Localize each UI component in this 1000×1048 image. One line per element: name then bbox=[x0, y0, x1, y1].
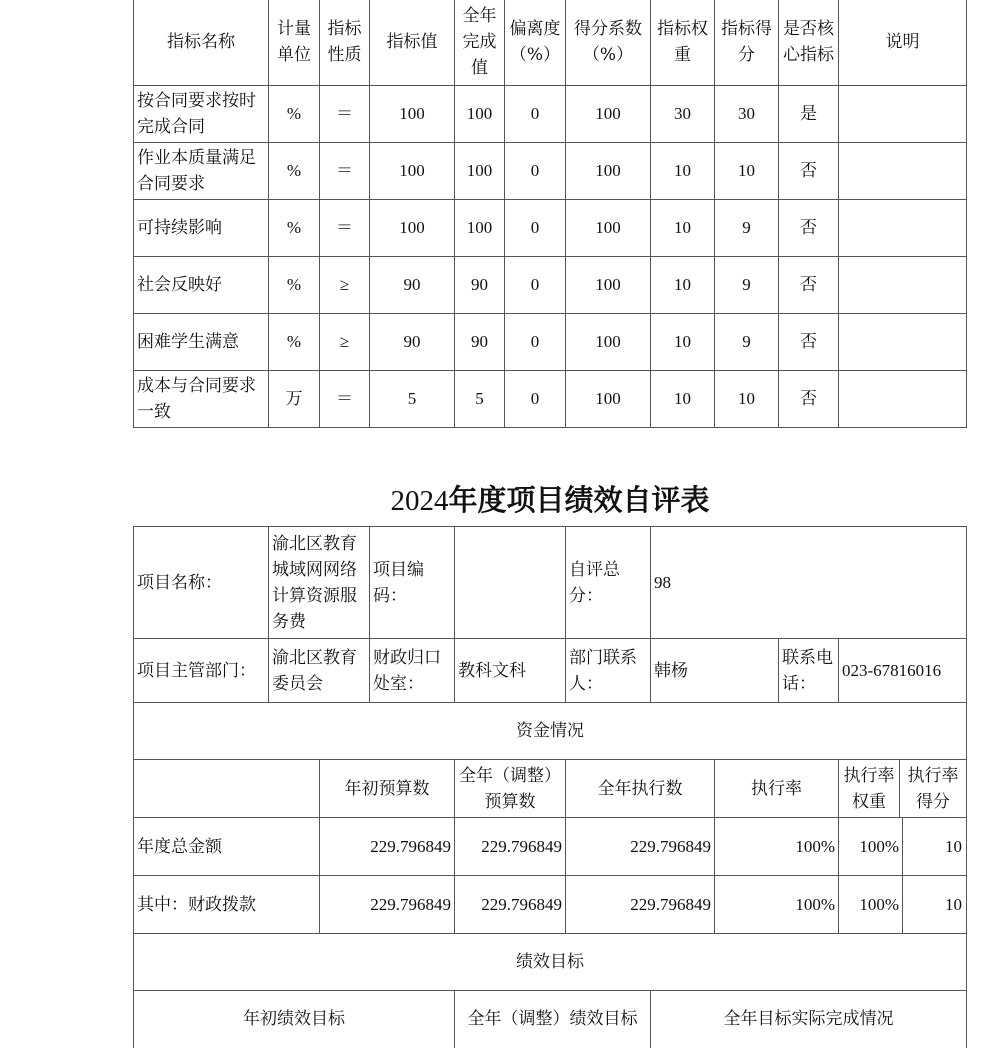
funds-header-blank bbox=[134, 760, 320, 818]
indicator-unit: % bbox=[269, 199, 320, 256]
indicator-nature: ＝ bbox=[320, 370, 370, 427]
finance-office-label: 财政归口处室： bbox=[370, 639, 455, 703]
indicator-deviation: 0 bbox=[505, 142, 566, 199]
phone: 023-67816016 bbox=[839, 639, 967, 703]
project-code-label: 项目编码： bbox=[370, 527, 455, 639]
table-row bbox=[134, 313, 967, 370]
indicator-note bbox=[839, 313, 967, 370]
header-core: 是否核心指标 bbox=[779, 0, 839, 85]
indicator-done: 90 bbox=[455, 313, 505, 370]
indicator-coefficient: 100 bbox=[566, 256, 651, 313]
table-row bbox=[134, 876, 967, 934]
indicator-core: 否 bbox=[779, 256, 839, 313]
department-row bbox=[134, 639, 967, 703]
indicator-unit: % bbox=[269, 256, 320, 313]
indicator-unit: % bbox=[269, 313, 320, 370]
funds-section-title: 资金情况 bbox=[134, 703, 967, 760]
goals-section-row bbox=[134, 934, 967, 991]
indicator-score: 9 bbox=[715, 199, 779, 256]
contact-label: 部门联系人： bbox=[566, 639, 651, 703]
indicator-note bbox=[839, 370, 967, 427]
indicator-nature: ＝ bbox=[320, 142, 370, 199]
indicator-header-row bbox=[134, 0, 967, 85]
indicator-deviation: 0 bbox=[505, 313, 566, 370]
indicator-weight: 10 bbox=[651, 370, 715, 427]
total-score-label: 自评总分： bbox=[566, 527, 651, 639]
title-year: 2024 bbox=[390, 485, 449, 517]
indicator-name: 按合同要求按时完成合同 bbox=[134, 85, 269, 142]
indicator-coefficient: 100 bbox=[566, 313, 651, 370]
indicator-coefficient: 100 bbox=[566, 142, 651, 199]
funds-header-row bbox=[134, 760, 967, 818]
indicator-coefficient: 100 bbox=[566, 199, 651, 256]
total-score: 98 bbox=[651, 527, 967, 639]
indicator-weight: 10 bbox=[651, 313, 715, 370]
indicator-value: 90 bbox=[370, 256, 455, 313]
indicator-nature: ≥ bbox=[320, 256, 370, 313]
indicator-note bbox=[839, 199, 967, 256]
funds-score: 10 bbox=[945, 894, 962, 914]
indicator-done: 100 bbox=[455, 142, 505, 199]
project-name: 渝北区教育城域网网络计算资源服务费 bbox=[269, 527, 370, 639]
table-row bbox=[134, 85, 967, 142]
header-done: 全年完成值 bbox=[455, 0, 505, 85]
contact: 韩杨 bbox=[651, 639, 779, 703]
header-actual-completion: 全年目标实际完成情况 bbox=[651, 991, 967, 1048]
title-text: 年度项目绩效自评表 bbox=[448, 483, 710, 517]
indicator-value: 100 bbox=[370, 85, 455, 142]
goals-section-title: 绩效目标 bbox=[134, 934, 967, 991]
header-value: 指标值 bbox=[370, 0, 455, 85]
indicator-name: 社会反映好 bbox=[134, 256, 269, 313]
indicator-value: 5 bbox=[370, 370, 455, 427]
header-initial-goals: 年初绩效目标 bbox=[134, 991, 455, 1048]
funds-row-label: 其中：财政拨款 bbox=[134, 876, 320, 934]
funds-adjusted: 229.796849 bbox=[455, 818, 566, 876]
header-coefficient: 得分系数（%） bbox=[566, 0, 651, 85]
header-adjusted-goals: 全年（调整）绩效目标 bbox=[455, 991, 651, 1048]
page-title bbox=[0, 478, 1000, 523]
header-nature: 指标性质 bbox=[320, 0, 370, 85]
indicator-weight: 10 bbox=[651, 142, 715, 199]
indicator-value: 90 bbox=[370, 313, 455, 370]
funds-section-row bbox=[134, 703, 967, 760]
indicator-note bbox=[839, 85, 967, 142]
header-unit: 计量单位 bbox=[269, 0, 320, 85]
indicator-name: 作业本质量满足合同要求 bbox=[134, 142, 269, 199]
funds-weight-score-cell bbox=[839, 818, 967, 876]
indicator-done: 5 bbox=[455, 370, 505, 427]
indicator-coefficient: 100 bbox=[566, 370, 651, 427]
indicator-core: 否 bbox=[779, 142, 839, 199]
indicator-name: 困难学生满意 bbox=[134, 313, 269, 370]
dept-label: 项目主管部门： bbox=[134, 639, 269, 703]
funds-weight: 100% bbox=[839, 818, 903, 875]
indicator-score: 10 bbox=[715, 370, 779, 427]
indicator-unit: % bbox=[269, 142, 320, 199]
indicator-score: 9 bbox=[715, 256, 779, 313]
indicator-deviation: 0 bbox=[505, 199, 566, 256]
indicator-core: 否 bbox=[779, 313, 839, 370]
indicator-weight: 10 bbox=[651, 256, 715, 313]
header-adjusted-budget: 全年（调整）预算数 bbox=[455, 760, 566, 818]
indicator-core: 是 bbox=[779, 85, 839, 142]
indicator-value: 100 bbox=[370, 199, 455, 256]
indicator-unit: 万 bbox=[269, 370, 320, 427]
funds-row-label: 年度总金额 bbox=[134, 818, 320, 876]
header-score: 指标得分 bbox=[715, 0, 779, 85]
header-exec-score: 执行率得分 bbox=[907, 765, 959, 812]
funds-weight: 100% bbox=[839, 876, 903, 933]
indicator-deviation: 0 bbox=[505, 85, 566, 142]
phone-label: 联系电话： bbox=[779, 639, 839, 703]
indicator-score: 30 bbox=[715, 85, 779, 142]
indicator-done: 100 bbox=[455, 85, 505, 142]
header-exec-weight: 执行率权重 bbox=[839, 760, 900, 817]
header-indicator-name: 指标名称 bbox=[134, 0, 269, 85]
indicator-nature: ＝ bbox=[320, 199, 370, 256]
funds-initial: 229.796849 bbox=[320, 876, 455, 934]
self-eval-table bbox=[133, 526, 967, 1048]
indicator-name: 可持续影响 bbox=[134, 199, 269, 256]
funds-executed: 229.796849 bbox=[566, 876, 715, 934]
table-row bbox=[134, 818, 967, 876]
indicator-weight: 10 bbox=[651, 199, 715, 256]
funds-rate: 100% bbox=[715, 876, 839, 934]
project-code bbox=[455, 527, 566, 639]
funds-rate: 100% bbox=[715, 818, 839, 876]
indicator-done: 90 bbox=[455, 256, 505, 313]
indicator-nature: ≥ bbox=[320, 313, 370, 370]
indicator-done: 100 bbox=[455, 199, 505, 256]
indicator-note bbox=[839, 256, 967, 313]
header-exec-rate: 执行率 bbox=[715, 760, 839, 818]
indicator-score: 10 bbox=[715, 142, 779, 199]
header-deviation: 偏离度（%） bbox=[505, 0, 566, 85]
indicator-name: 成本与合同要求一致 bbox=[134, 370, 269, 427]
funds-score: 10 bbox=[945, 836, 962, 856]
indicator-unit: % bbox=[269, 85, 320, 142]
finance-office: 教科文科 bbox=[455, 639, 566, 703]
dept: 渝北区教育委员会 bbox=[269, 639, 370, 703]
indicator-value: 100 bbox=[370, 142, 455, 199]
indicator-nature: ＝ bbox=[320, 85, 370, 142]
header-initial-budget: 年初预算数 bbox=[320, 760, 455, 818]
indicator-table bbox=[133, 0, 967, 428]
funds-weight-score-cell bbox=[839, 876, 967, 934]
table-row bbox=[134, 199, 967, 256]
header-weight-score-cell bbox=[839, 760, 967, 818]
funds-initial: 229.796849 bbox=[320, 818, 455, 876]
project-name-label: 项目名称： bbox=[134, 527, 269, 639]
indicator-weight: 30 bbox=[651, 85, 715, 142]
table-row bbox=[134, 370, 967, 427]
indicator-note bbox=[839, 142, 967, 199]
indicator-deviation: 0 bbox=[505, 256, 566, 313]
header-note: 说明 bbox=[839, 0, 967, 85]
goals-header-row bbox=[134, 991, 967, 1048]
project-info-row bbox=[134, 527, 967, 639]
indicator-coefficient: 100 bbox=[566, 85, 651, 142]
funds-adjusted: 229.796849 bbox=[455, 876, 566, 934]
indicator-score: 9 bbox=[715, 313, 779, 370]
table-row bbox=[134, 142, 967, 199]
indicator-core: 否 bbox=[779, 370, 839, 427]
header-weight: 指标权重 bbox=[651, 0, 715, 85]
header-executed: 全年执行数 bbox=[566, 760, 715, 818]
funds-executed: 229.796849 bbox=[566, 818, 715, 876]
indicator-deviation: 0 bbox=[505, 370, 566, 427]
indicator-core: 否 bbox=[779, 199, 839, 256]
table-row bbox=[134, 256, 967, 313]
